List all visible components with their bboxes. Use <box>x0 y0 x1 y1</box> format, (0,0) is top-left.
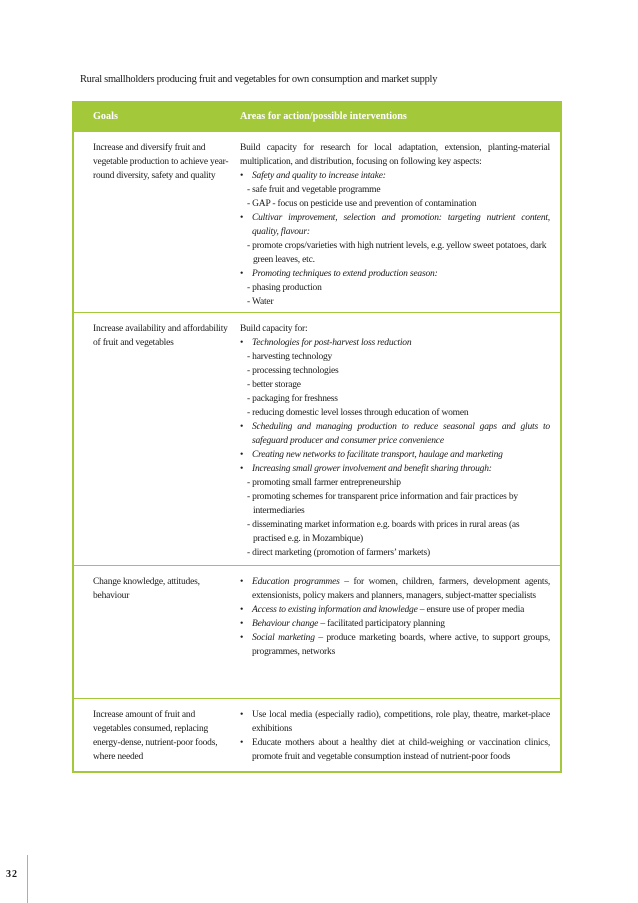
sub-item: - Water <box>247 297 274 307</box>
item-heading: Behaviour change <box>252 619 319 629</box>
table-caption: Rural smallholders producing fruit and vegetables for own consumption and market supply <box>80 74 438 85</box>
sub-item: - direct marketing (promotion of farmers’ markets) <box>247 548 430 558</box>
item-heading: Technologies for post-harvest loss reduction <box>252 338 412 348</box>
header-goals: Goals <box>93 111 118 122</box>
table-row <box>74 131 560 312</box>
list-item <box>240 617 550 631</box>
action-intro: Build capacity for research for local adaptation, extension, planting-material multiplication, and distribution, focusing on following key aspects: <box>240 143 550 167</box>
action-cell <box>240 575 550 659</box>
sub-item: - promoting small farmer entrepreneurship <box>247 478 401 488</box>
item-text: – produce marketing boards, where active, to support groups, programmes, networks <box>252 633 551 657</box>
sub-item: - disseminating market information e.g. boards with prices in rural areas (as practised e.g. in Mozambique) <box>247 520 520 544</box>
sub-item: - promote crops/varieties with high nutrient levels, e.g. yellow sweet potatoes, dark green leaves, etc. <box>247 241 547 265</box>
item-heading: Education programmes <box>252 577 340 587</box>
item-heading: Safety and quality to increase intake: <box>252 171 386 181</box>
action-intro: Build capacity for: <box>240 324 308 334</box>
item-text: Use local media (especially radio), competitions, role play, theatre, market-place exhibitions <box>252 710 550 734</box>
item-heading: Creating new networks to facilitate transport, haulage and marketing <box>252 450 503 460</box>
item-heading: Increasing small grower involvement and benefit sharing through: <box>252 464 492 474</box>
item-heading: Cultivar improvement, selection and promotion: targeting nutrient content, quality, flavour: <box>252 213 550 237</box>
list-item <box>240 211 550 239</box>
sub-item: - packaging for freshness <box>247 394 338 404</box>
action-cell <box>240 708 550 764</box>
list-item <box>240 420 550 448</box>
table-row <box>74 698 560 771</box>
list-item <box>240 631 550 659</box>
page-margin-rule <box>27 855 28 903</box>
goal-cell: Increase and diversify fruit and vegetable production to achieve year-round diversity, safety and quality <box>93 143 229 181</box>
list-item <box>240 575 550 603</box>
goal-cell: Increase amount of fruit and vegetables consumed, replacing energy-dense, nutrient-poor foods, where needed <box>93 710 218 762</box>
list-item <box>240 736 550 764</box>
sub-item: - phasing production <box>247 283 322 293</box>
action-cell <box>240 322 550 560</box>
list-item <box>240 169 550 183</box>
header-areas: Areas for action/possible interventions <box>240 111 407 122</box>
table-row <box>74 312 560 565</box>
sub-item: - harvesting technology <box>247 352 333 362</box>
sub-item: - GAP - focus on pesticide use and prevention of contamination <box>247 199 477 209</box>
sub-item: - reducing domestic level losses through education of women <box>247 408 469 418</box>
table-header <box>74 103 560 131</box>
goal-cell: Change knowledge, attitudes, behaviour <box>93 577 200 601</box>
item-heading: Social marketing <box>252 633 315 643</box>
list-item <box>240 603 550 617</box>
list-item <box>240 448 550 462</box>
sub-item: - better storage <box>247 380 301 390</box>
item-text: – facilitated participatory planning <box>318 619 445 629</box>
item-text: – ensure use of proper media <box>417 605 525 615</box>
list-item <box>240 267 550 281</box>
item-text: Educate mothers about a healthy diet at child-weighing or vaccination clinics, promote fruit and vegetable consumption instead of nutrient-poor foods <box>252 738 550 762</box>
item-heading: Scheduling and managing production to reduce seasonal gaps and gluts to safeguard producer and consumer price convenience <box>252 422 550 446</box>
list-item <box>240 708 550 736</box>
item-text: – for women, children, farmers, development agents, extensionists, policy makers and planners, managers, subject-matter specialists <box>252 577 550 601</box>
list-item <box>240 462 550 476</box>
page-number: 32 <box>6 869 18 880</box>
sub-item: - safe fruit and vegetable programme <box>247 185 381 195</box>
list-item <box>240 336 550 350</box>
item-heading: Access to existing information and knowledge <box>252 605 418 615</box>
item-heading: Promoting techniques to extend production season: <box>252 269 438 279</box>
goal-cell: Increase availability and affordability of fruit and vegetables <box>93 324 228 348</box>
table-row <box>74 565 560 698</box>
sub-item: - promoting schemes for transparent price information and fair practices by intermediaries <box>247 492 518 516</box>
interventions-table <box>72 101 562 773</box>
sub-item: - processing technologies <box>247 366 339 376</box>
action-cell <box>240 141 550 309</box>
